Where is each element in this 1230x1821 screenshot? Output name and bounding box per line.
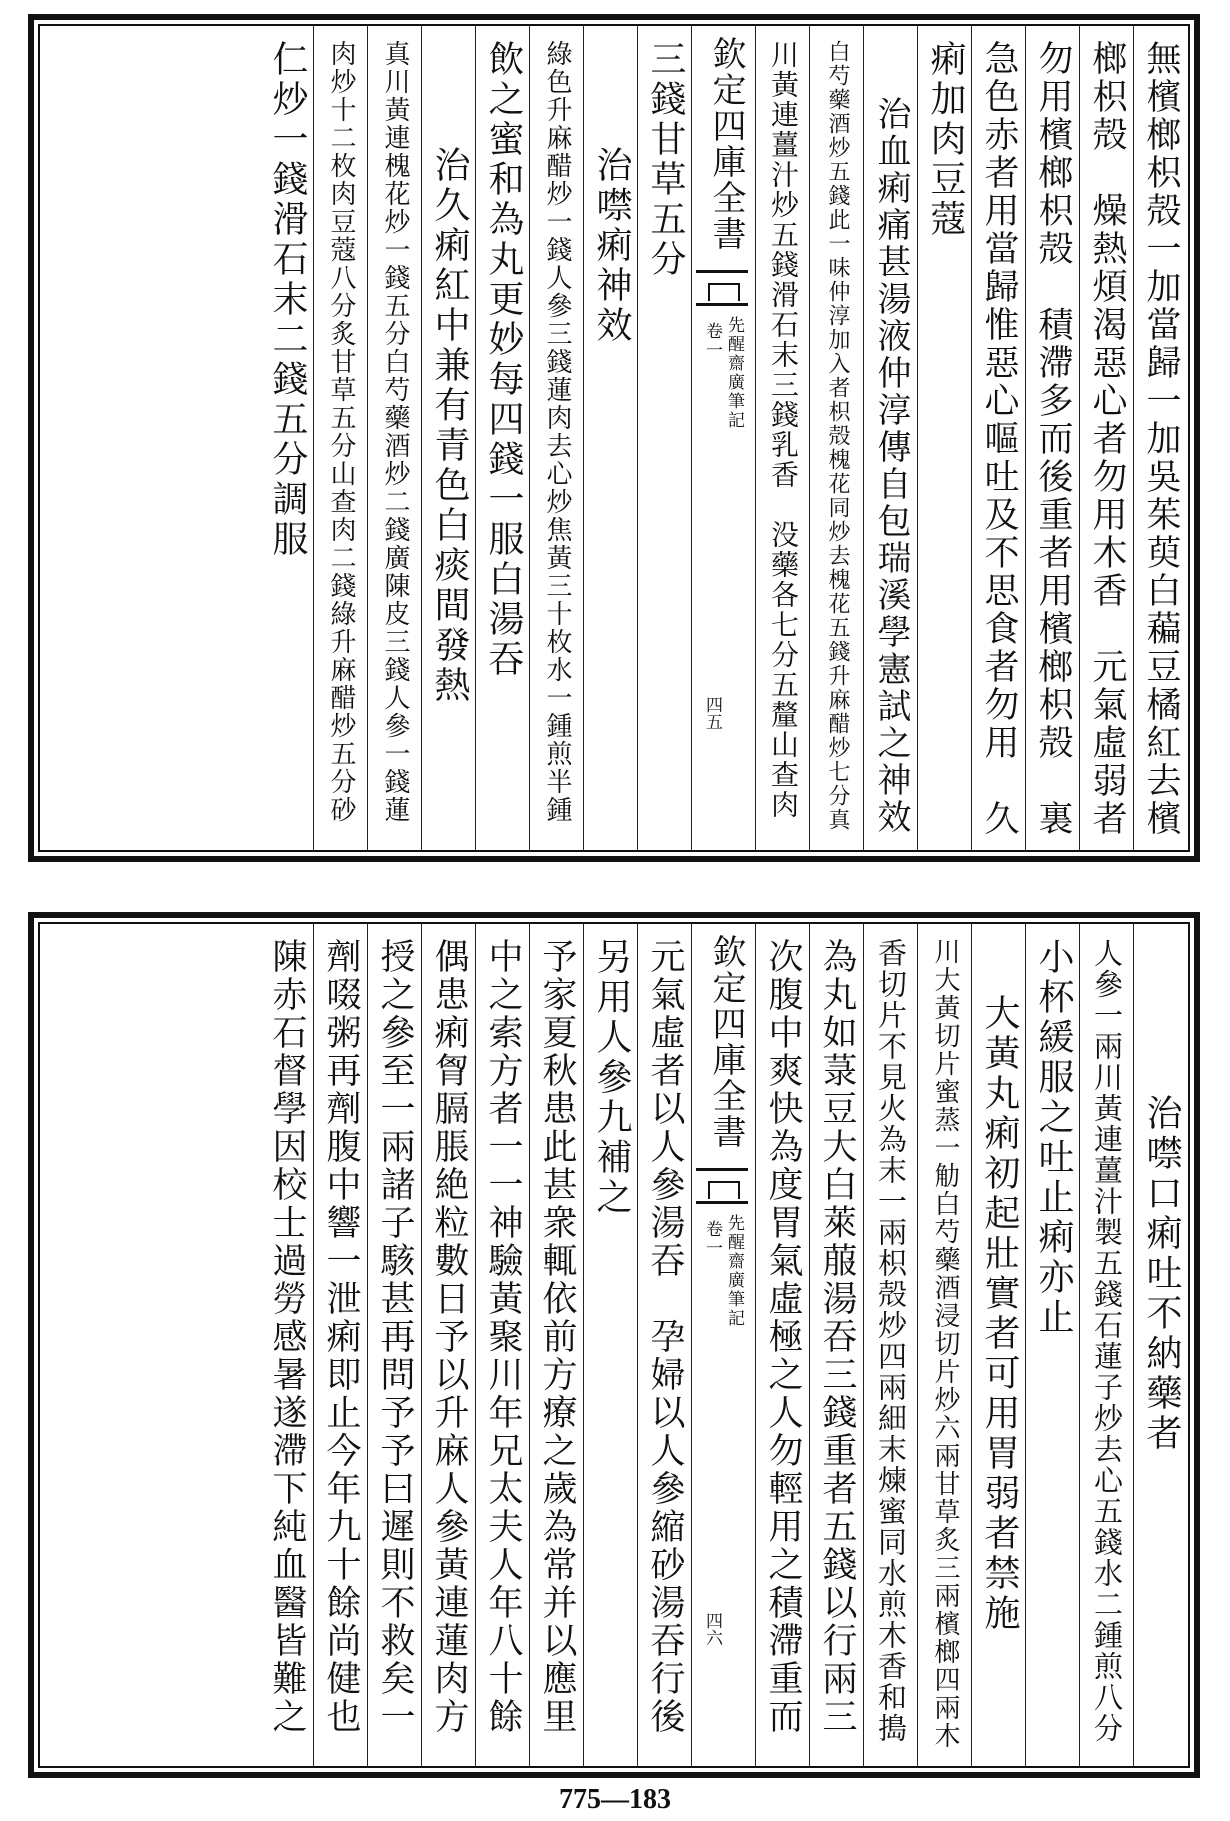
text-column (476, 924, 530, 1766)
book-title: 先醒齋廣筆記 (724, 1214, 744, 1328)
column-text: 劑啜粥再劑腹中響一泄痢即止今年九十餘尚健也 (321, 938, 361, 1736)
page-number-footer: 775—183 (559, 1784, 671, 1815)
column-text: 大黃丸痢初起壯實者可用胃弱者禁施 (979, 994, 1020, 1634)
column-text: 小杯緩服之吐止痢亦止 (1033, 938, 1074, 1338)
text-column (1026, 924, 1080, 1766)
column-text: 授之參至一兩諸子駭甚再問予予曰遲則不救矣一 (375, 938, 415, 1736)
volume-label: 卷一 (702, 322, 722, 360)
center-margin-column (692, 26, 756, 850)
text-column (810, 26, 864, 850)
text-column (810, 924, 864, 1766)
fishtail-mark-icon (696, 270, 748, 306)
text-column (314, 26, 368, 850)
text-column (368, 26, 422, 850)
top-page-columns (40, 26, 1188, 850)
column-text: 三錢甘草五分 (645, 40, 686, 280)
column-text: 香切片不見火為末一兩枳殻炒四兩細末煉蜜同水煎木香和搗 (874, 938, 908, 1744)
text-column (422, 924, 476, 1766)
text-column (918, 924, 972, 1766)
text-column (864, 26, 918, 850)
column-text: 白芍藥酒炒五錢此一味仲淳加入者枳殻槐花同炒去槐花五錢升麻醋炒七分真 (825, 40, 850, 832)
text-column (260, 924, 314, 1766)
text-column (530, 26, 584, 850)
text-column (584, 26, 638, 850)
column-text: 痢加肉豆蔻 (925, 40, 966, 240)
column-text: 中之索方者一一神驗黃聚川年兄太夫人年八十餘 (483, 938, 523, 1736)
volume-label: 卷一 (702, 1220, 722, 1258)
column-text: 勿用檳榔枳殻 積滯多而後重者用檳榔枳殻 裏 (1033, 40, 1073, 838)
column-text: 川黃連薑汁炒五錢滑石末三錢乳香 没藥各七分五釐山查肉 (767, 40, 800, 820)
text-column (972, 924, 1026, 1766)
column-text: 飲之蜜和為丸更妙每四錢一服白湯吞 (483, 40, 524, 680)
column-text: 為丸如菉豆大白萊菔湯吞三錢重者五錢以行兩三 (817, 938, 857, 1736)
leaf-number: 四六 (702, 1612, 722, 1646)
column-text: 川大黃切片蜜蒸一觔白芍藥酒浸切片炒六兩甘草炙三兩檳榔四兩木 (930, 938, 960, 1750)
column-text: 無檳榔枳殻一加當歸一加吳茱萸白藊豆橘紅去檳 (1141, 40, 1181, 838)
text-column (756, 924, 810, 1766)
column-text: 陳赤石督學因校士過勞感暑遂滯下純血醫皆難之 (267, 938, 307, 1736)
text-column (972, 26, 1026, 850)
bottom-page (28, 912, 1200, 1778)
text-column (756, 26, 810, 850)
text-column (1134, 924, 1188, 1766)
column-text: 榔枳殻 燥熱煩渴惡心者勿用木香 元氣虛弱者 (1087, 40, 1127, 838)
top-page (28, 14, 1200, 862)
bottom-page-columns (40, 924, 1188, 1766)
column-text: 另用人參九補之 (591, 938, 632, 1218)
text-column (1134, 26, 1188, 850)
column-text: 治血痢痛甚湯液仲淳傳自包瑞溪學憲試之神效 (871, 96, 911, 836)
column-text: 綠色升麻醋炒一錢人參三錢蓮肉去心炒焦黃三十枚水一鍾煎半鍾 (542, 40, 572, 824)
text-column (1026, 26, 1080, 850)
center-margin-column (692, 924, 756, 1766)
column-text: 治噤口痢吐不納藥者 (1141, 1094, 1182, 1454)
collection-title: 欽定四庫全書 (706, 934, 746, 1150)
column-text: 急色赤者用當歸惟惡心嘔吐及不思食者勿用 久 (979, 40, 1019, 838)
text-column (476, 26, 530, 850)
leaf-number: 四五 (702, 696, 722, 730)
text-column (1080, 26, 1134, 850)
text-column (918, 26, 972, 850)
column-text: 元氣虛者以人參湯吞 孕婦以人參縮砂湯吞行後 (645, 938, 685, 1736)
text-column (314, 924, 368, 1766)
text-column (260, 26, 314, 850)
collection-title: 欽定四庫全書 (706, 36, 746, 252)
column-text: 予家夏秋患此甚衆輒依前方療之歲為常并以應里 (537, 938, 577, 1736)
text-column (422, 26, 476, 850)
book-title: 先醒齋廣筆記 (724, 316, 744, 430)
column-text: 偶患痢胷膈脹絶粒數日予以升麻人參黃連蓮肉方 (429, 938, 469, 1736)
column-text: 仁炒一錢滑石末二錢五分調服 (267, 40, 308, 560)
fishtail-mark-icon (696, 1168, 748, 1204)
text-column (638, 26, 692, 850)
text-column (530, 924, 584, 1766)
column-text: 真川黃連槐花炒一錢五分白芍藥酒炒二錢廣陳皮三錢人參一錢蓮 (380, 40, 410, 824)
text-column (638, 924, 692, 1766)
text-column (368, 924, 422, 1766)
text-column (1080, 924, 1134, 1766)
column-text: 人參一兩川黃連薑汁製五錢石蓮子炒去心五錢水二鍾煎八分 (1090, 938, 1124, 1744)
column-text: 治久痢紅中兼有青色白痰間發熱 (429, 146, 470, 706)
column-text: 肉炒十二枚肉豆蔻八分炙甘草五分山查肉二錢綠升麻醋炒五分砂 (326, 40, 356, 824)
text-column (584, 924, 638, 1766)
column-text: 次腹中爽快為度胃氣虛極之人勿輕用之積滯重而 (763, 938, 803, 1736)
text-column (864, 924, 918, 1766)
column-text: 治噤痢神效 (591, 146, 632, 346)
